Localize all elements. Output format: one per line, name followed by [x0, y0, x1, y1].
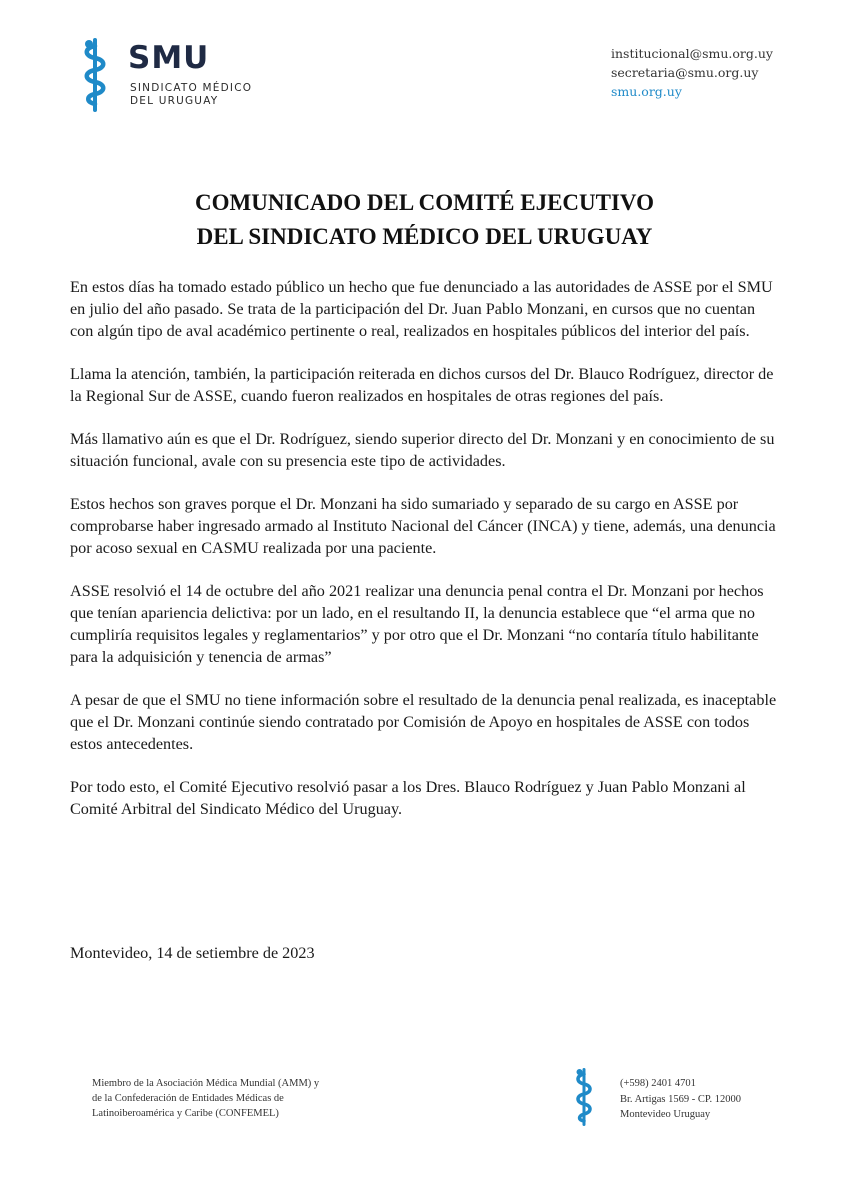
logo-subtitle-line1: SINDICATO MÉDICO: [130, 82, 253, 94]
footer-street: Br. Artigas 1569 - CP. 12000: [620, 1093, 742, 1105]
paragraph: ASSE resolvió el 14 de octubre del año 2021 realizar una denuncia penal contra el Dr. Monzani por hechos que tenían apariencia delictiva: por un lado, en el resultando II, la denuncia establece que “el arma que no cumpliría requisitos legales y reglamentarios” y por otro que el Dr. Monzani “no contaría título habilitante para la adquisición y tenencia de armas”: [70, 582, 764, 666]
paragraph: En estos días ha tomado estado público un hecho que fue denunciado a las autoridades de ASSE por el SMU en julio del año pasado. Se trata de la participación del Dr. Juan Pablo Monzani, en cursos que no cuentan con algún tipo de aval académico pertinente o real, realizados en hospitales públicos del interior del país.: [70, 278, 773, 340]
footer-phone: (+598) 2401 4701: [620, 1078, 696, 1089]
footer-address: [620, 1076, 741, 1123]
logo-name: SMU: [128, 40, 210, 76]
contact-info: [611, 44, 773, 101]
email-secretaria[interactable]: secretaria@smu.org.uy: [611, 65, 759, 80]
membership-line2: de la Confederación de Entidades Médicas de: [92, 1093, 284, 1104]
logo-subtitle: [130, 82, 270, 108]
document-body: [70, 276, 782, 841]
paragraph: Llama la atención, también, la participación reiterada en dichos cursos del Dr. Blauco Rodríguez, director de la Regional Sur de ASSE, cuando fueron realizados en hospitales de otras regiones del país.: [70, 365, 774, 405]
paragraph: Estos hechos son graves porque el Dr. Monzani ha sido sumariado y separado de su cargo en ASSE por comprobarse haber ingresado armado al Instituto Nacional del Cáncer (INCA) y tiene, además, una denuncia por acoso sexual en CASMU realizada por una paciente.: [70, 495, 776, 557]
document-date: Montevideo, 14 de setiembre de 2023: [70, 944, 315, 962]
caduceus-icon: [80, 36, 110, 114]
footer-caduceus-icon: [573, 1066, 595, 1128]
title-line2: DEL SINDICATO MÉDICO DEL URUGUAY: [196, 224, 653, 249]
paragraph: Más llamativo aún es que el Dr. Rodríguez, siendo superior directo del Dr. Monzani y en conocimiento de su situación funcional, avale con su presencia este tipo de actividades.: [70, 430, 775, 470]
footer-membership: [92, 1076, 392, 1121]
membership-line1: Miembro de la Asociación Médica Mundial (AMM) y: [92, 1078, 320, 1089]
smu-logo: [80, 36, 270, 116]
document-title: [0, 186, 849, 254]
membership-line3: Latinoiberoamérica y Caribe (CONFEMEL): [92, 1108, 279, 1119]
logo-subtitle-line2: DEL URUGUAY: [130, 95, 219, 107]
footer-city: Montevideo Uruguay: [620, 1109, 711, 1120]
paragraph: Por todo esto, el Comité Ejecutivo resolvió pasar a los Dres. Blauco Rodríguez y Juan Pablo Monzani al Comité Arbitral del Sindicato Médico del Uruguay.: [70, 778, 746, 818]
email-institucional[interactable]: institucional@smu.org.uy: [611, 46, 773, 61]
paragraph: A pesar de que el SMU no tiene información sobre el resultado de la denuncia penal realizada, es inaceptable que el Dr. Monzani continúe siendo contratado por Comisión de Apoyo en hospitales de ASSE con todos estos antecedentes.: [70, 691, 777, 753]
title-line1: COMUNICADO DEL COMITÉ EJECUTIVO: [195, 190, 654, 215]
website-link[interactable]: smu.org.uy: [611, 84, 682, 99]
